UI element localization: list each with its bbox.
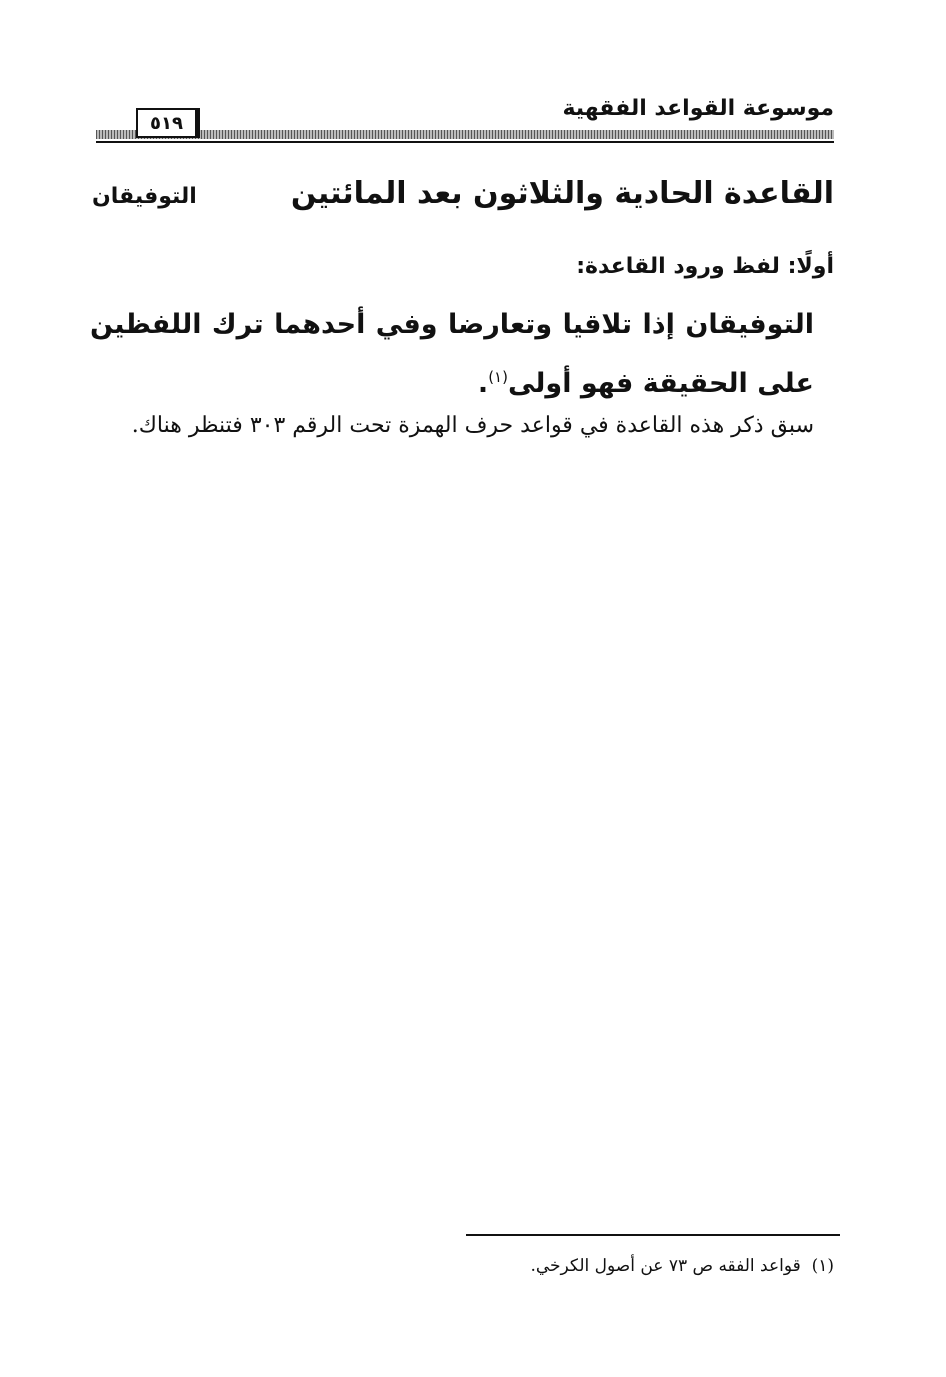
footnote-text: قواعد الفقه ص ٧٣ عن أصول الكرخي. bbox=[530, 1256, 801, 1276]
page-number: ٥١٩ bbox=[136, 108, 200, 138]
footnote-divider bbox=[466, 1234, 840, 1236]
rule-statement-text: التوفيقان إذا تلاقيا وتعارضا وفي أحدهما ترك اللفظين على الحقيقة فهو أولى bbox=[90, 309, 814, 399]
footnote-reference: (١) bbox=[488, 368, 508, 386]
rule-keyword: التوفيقان bbox=[92, 184, 197, 209]
rule-statement-end: . bbox=[477, 368, 489, 399]
header-band bbox=[96, 130, 834, 139]
running-title: موسوعة القواعد الفقهية bbox=[562, 96, 834, 121]
rule-title: القاعدة الحادية والثلاثون بعد المائتين bbox=[290, 176, 834, 211]
footnote bbox=[530, 1256, 834, 1276]
body-paragraph: سبق ذكر هذه القاعدة في قواعد حرف الهمزة تحت الرقم ٣٠٣ فتنظر هناك. bbox=[131, 413, 814, 438]
footnote-marker: (١) bbox=[811, 1256, 834, 1276]
rule-statement bbox=[90, 298, 814, 410]
section-heading: أولًا: لفظ ورود القاعدة: bbox=[576, 254, 834, 279]
header-rule bbox=[96, 141, 834, 143]
